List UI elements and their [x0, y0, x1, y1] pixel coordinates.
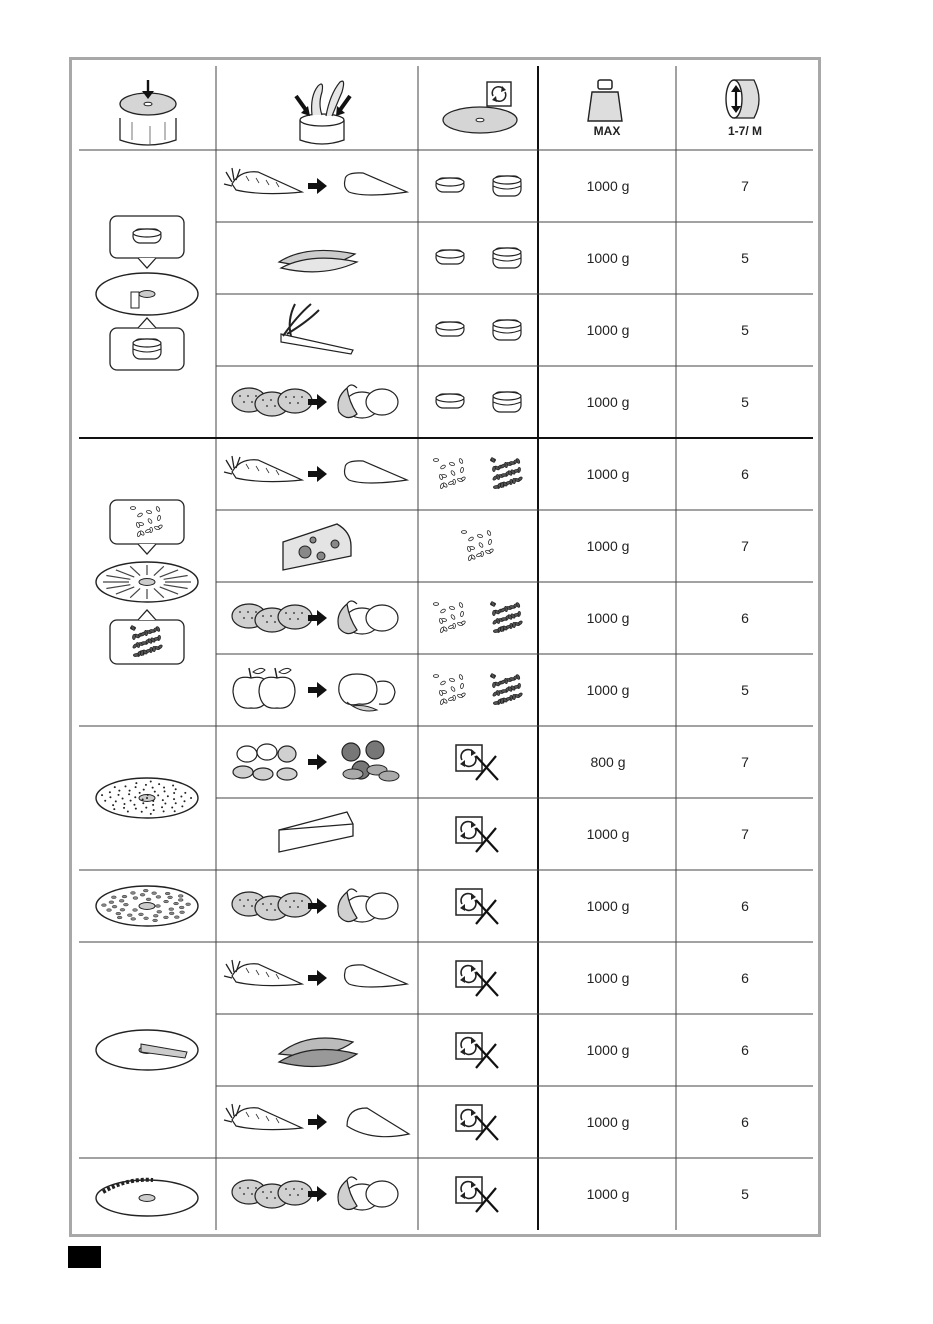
- speed-value: 5: [741, 250, 749, 266]
- max-weight-value: 1000 g: [586, 178, 630, 194]
- max-weight-value: 1000 g: [586, 682, 630, 698]
- arrow-icon: [308, 466, 327, 482]
- speed-value: 5: [741, 322, 749, 338]
- arrow-icon: [308, 1114, 327, 1130]
- option-both-icon: [433, 457, 523, 489]
- option-both-icon: [436, 320, 521, 340]
- nuts-icon: [233, 741, 399, 781]
- max-weight-value: 1000 g: [586, 466, 630, 482]
- potato-icon: [232, 889, 398, 922]
- speed-value: 6: [741, 1042, 749, 1058]
- option-none-icon: [456, 817, 498, 852]
- speed-value: 7: [741, 538, 749, 554]
- potato-icon: [232, 1177, 398, 1210]
- option-both-icon: [433, 673, 523, 705]
- reversible-disc-icon: [443, 82, 517, 133]
- speed-value: 6: [741, 466, 749, 482]
- zucchini-icon: [279, 1038, 357, 1067]
- speed-value: 5: [741, 394, 749, 410]
- speed-value: 6: [741, 970, 749, 986]
- hard-cheese-icon: [279, 812, 353, 852]
- speed-dial-icon: [726, 80, 759, 118]
- max-weight-value: 1000 g: [586, 610, 630, 626]
- max-weight-value: 1000 g: [586, 322, 630, 338]
- parsnip-icon: [224, 1104, 409, 1137]
- option-both-icon: [433, 601, 523, 633]
- max-weight-label: MAX: [593, 124, 621, 138]
- leek-icon: [281, 304, 353, 354]
- potato-icon: [232, 385, 398, 418]
- max-weight-value: 1000 g: [586, 970, 630, 986]
- slicing-disc-icon: [96, 216, 198, 370]
- disc-icons: [96, 216, 198, 1216]
- speed-value: 7: [741, 754, 749, 770]
- max-weight-value: 1000 g: [586, 250, 630, 266]
- grating-disc-icon: [96, 778, 198, 818]
- apple-icon: [233, 668, 395, 711]
- max-weight-value: 1000 g: [586, 1042, 630, 1058]
- option-icons: [433, 176, 523, 1212]
- food-icons: [224, 168, 409, 1210]
- cucumber-icon: [279, 250, 357, 271]
- carrot-icon: [224, 456, 407, 483]
- max-weight-value: 1000 g: [586, 1186, 630, 1202]
- speed-value: 6: [741, 610, 749, 626]
- julienne-disc-icon: [96, 1030, 198, 1070]
- carrot-icon: [224, 960, 407, 987]
- speed-value: 7: [741, 826, 749, 842]
- speed-value: 6: [741, 898, 749, 914]
- max-weight-value: 1000 g: [586, 826, 630, 842]
- arrow-icon: [308, 178, 327, 194]
- max-weight-value: 1000 g: [586, 1114, 630, 1130]
- option-none-icon: [456, 889, 498, 924]
- speed-value: 6: [741, 1114, 749, 1130]
- cheese-icon: [283, 524, 351, 570]
- option-both-icon: [436, 176, 521, 196]
- speed-value: 5: [741, 1186, 749, 1202]
- max-weight-value: 1000 g: [586, 898, 630, 914]
- speed-value: 7: [741, 178, 749, 194]
- max-weight-value: 1000 g: [586, 538, 630, 554]
- speed-label: 1-7/ M: [727, 124, 763, 138]
- option-none-icon: [456, 1177, 498, 1212]
- option-none-icon: [456, 961, 498, 996]
- potato-icon: [232, 601, 398, 634]
- shredding-disc-icon: [96, 500, 198, 664]
- potato-grating-disc-icon: [96, 886, 198, 926]
- weight-icon: [588, 80, 622, 121]
- waffle-disc-icon: [96, 1180, 198, 1216]
- carrot-icon: [224, 168, 407, 195]
- arrow-icon: [308, 970, 327, 986]
- max-weight-value: 800 g: [590, 754, 626, 770]
- max-weight-value: 1000 g: [586, 394, 630, 410]
- arrow-icon: [308, 682, 327, 698]
- option-both-icon: [436, 392, 521, 412]
- option-none-icon: [456, 1105, 498, 1140]
- option-both-icon: [436, 248, 521, 268]
- option-none-icon: [456, 745, 498, 780]
- option-none-icon: [456, 1033, 498, 1068]
- speed-value: 5: [741, 682, 749, 698]
- arrow-icon: [308, 754, 327, 770]
- feed-tube-icon: [296, 81, 350, 144]
- option-fine-icon: [461, 530, 494, 561]
- insert-disc-icon: [120, 80, 176, 145]
